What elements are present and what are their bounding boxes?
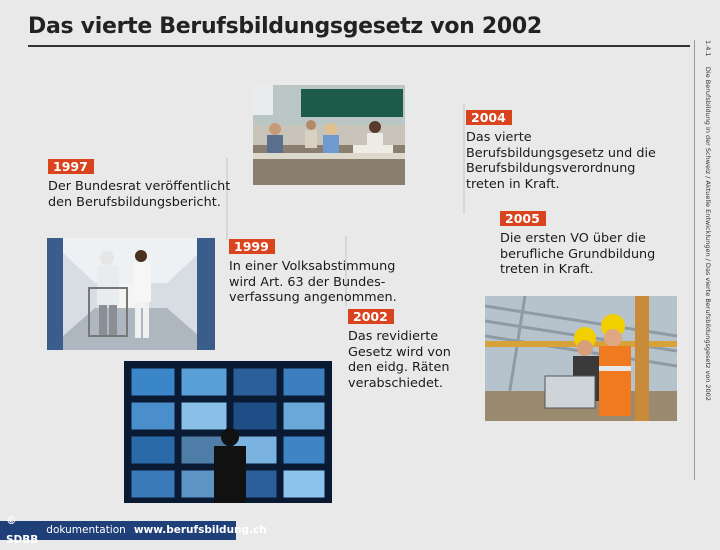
footer-label: dokumentation (46, 524, 126, 536)
hospital-corridor-photo (47, 238, 215, 350)
video-wall-photo (124, 361, 332, 503)
event-text-1999: In einer Volksabstimmung wird Art. 63 der Bundes-verfassung angenommen. (229, 259, 397, 305)
year-badge-2002: 2002 (348, 309, 394, 324)
event-text-1997: Der Bundesrat veröffentlicht den Berufsbildungsbericht. (48, 179, 231, 210)
footer-url-link[interactable]: www.berufsbildung.ch (133, 524, 267, 536)
event-1997 (48, 156, 258, 210)
year-badge-1999: 1999 (229, 239, 275, 254)
footer-copyright: © SDBB (6, 514, 39, 546)
side-caption (698, 40, 712, 480)
event-2005 (500, 208, 660, 278)
event-2002 (348, 306, 458, 391)
side-caption-text: Die Berufsbildung in der Schweiz / Aktuelle Entwicklungen / Das vierte Berufsbildungsgesetz von 2002 (704, 66, 712, 401)
event-text-2004: Das vierte Berufsbildungsgesetz und die Berufsbildungsverordnung treten in Kraft. (466, 130, 656, 192)
footer-bar (0, 514, 267, 546)
side-divider (694, 40, 695, 480)
classroom-photo (253, 85, 405, 185)
year-badge-2005: 2005 (500, 211, 546, 226)
event-text-2002: Das revidierte Gesetz wird von den eidg. Räten verabschiedet. (348, 329, 451, 391)
timeline-line-right (463, 104, 465, 214)
year-badge-1997: 1997 (48, 159, 94, 174)
title-divider (28, 45, 690, 47)
event-2004 (466, 107, 666, 192)
page-number: 1.4.1 (704, 40, 712, 57)
event-text-2005: Die ersten VO über die berufliche Grundbildung treten in Kraft. (500, 231, 656, 277)
event-1999 (229, 236, 399, 306)
year-badge-2004: 2004 (466, 110, 512, 125)
construction-workers-photo (485, 296, 677, 421)
page-title: Das vierte Berufsbildungsgesetz von 2002 (28, 14, 542, 39)
